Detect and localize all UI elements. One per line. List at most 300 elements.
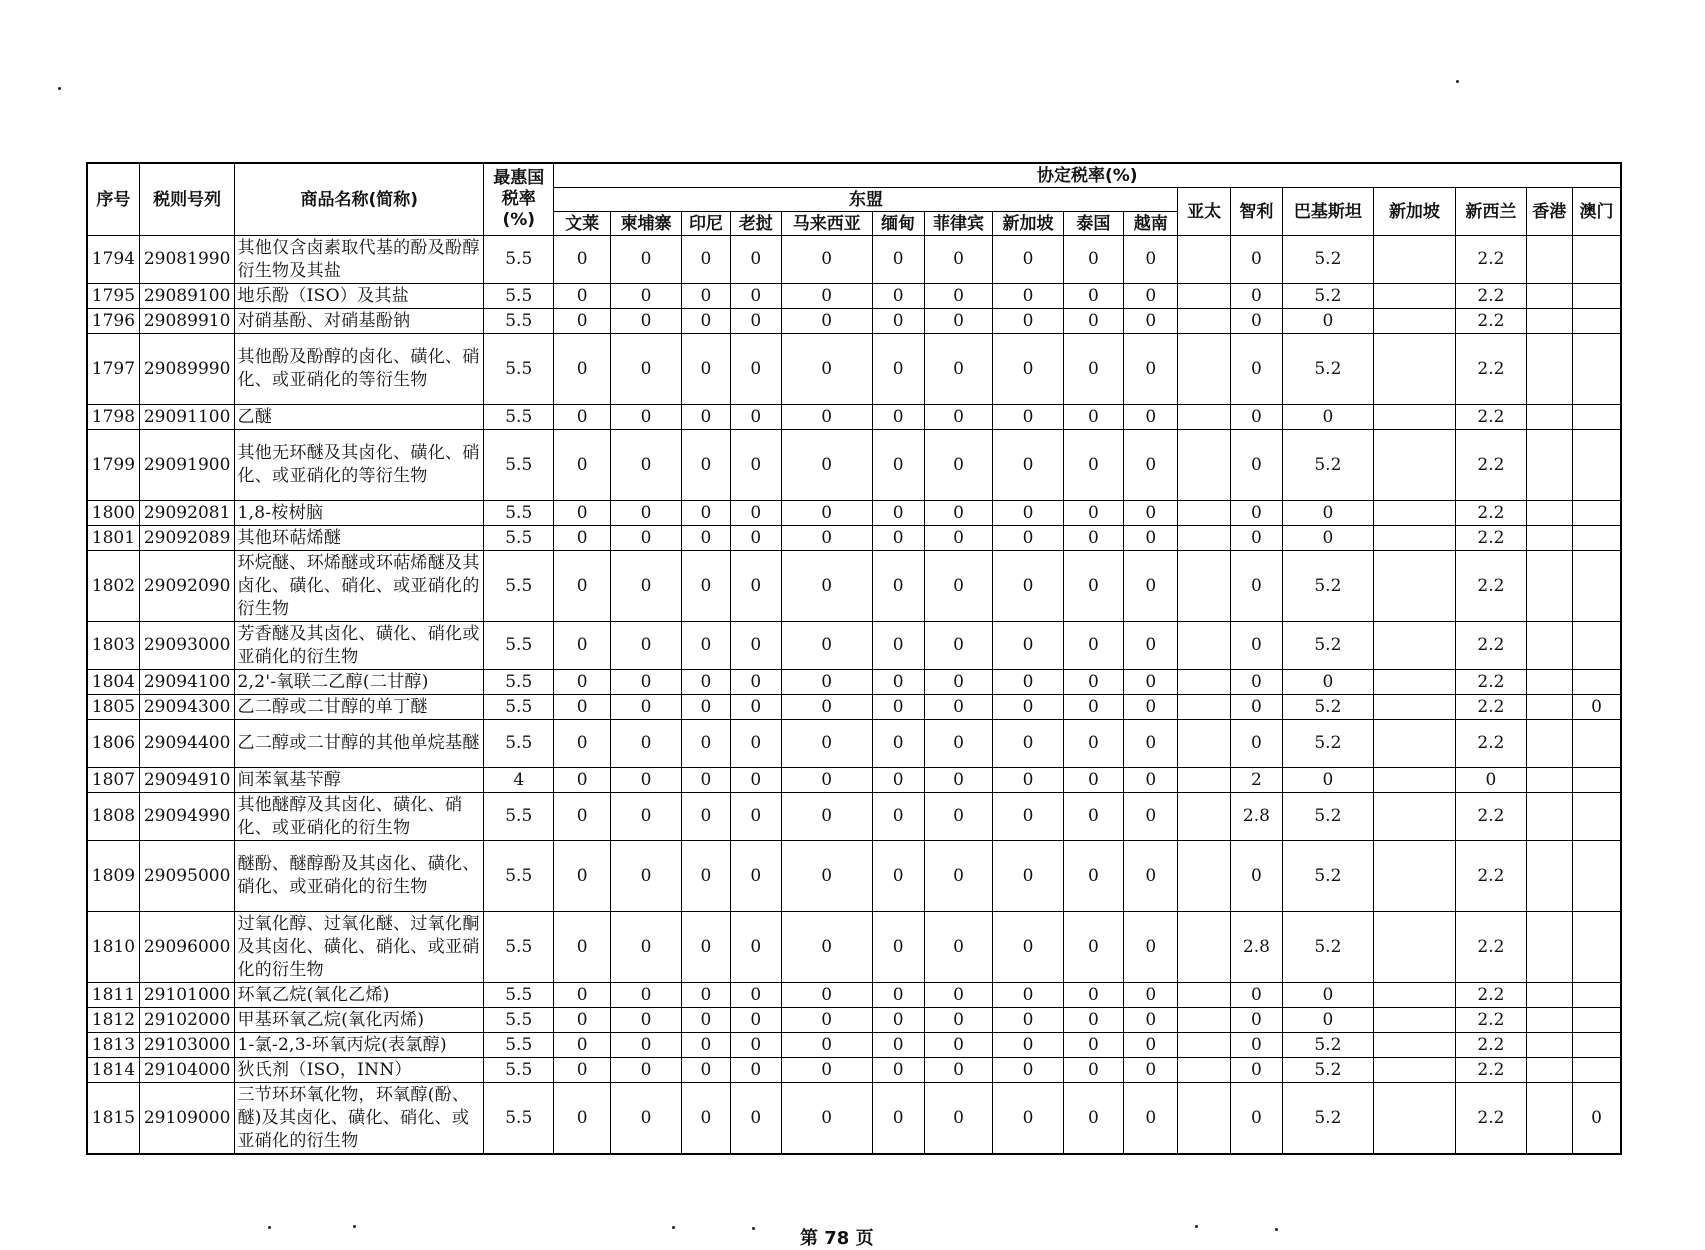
row-other-rate: 2.2	[1456, 983, 1526, 1008]
header-code: 税则号列	[139, 163, 235, 236]
row-asean-rate: 0	[554, 284, 610, 309]
row-other-rate	[1572, 1033, 1621, 1058]
row-asean-rate: 0	[610, 841, 681, 912]
row-other-rate	[1526, 309, 1572, 334]
row-asean-rate: 0	[682, 1058, 730, 1083]
row-asean-rate: 0	[993, 1033, 1063, 1058]
row-mfn: 5.5	[484, 1008, 554, 1033]
row-asean-rate: 0	[610, 1083, 681, 1155]
row-asean-rate: 0	[872, 526, 924, 551]
row-asean-rate: 0	[924, 670, 992, 695]
row-asean-rate: 0	[872, 405, 924, 430]
row-other-rate	[1373, 1008, 1456, 1033]
row-asean-rate: 0	[1124, 695, 1178, 720]
row-other-rate: 2.8	[1230, 793, 1282, 841]
row-seq: 1806	[87, 720, 139, 768]
row-asean-rate: 0	[993, 768, 1063, 793]
scan-speck	[353, 1225, 356, 1228]
row-mfn: 5.5	[484, 1058, 554, 1083]
row-other-rate: 2.2	[1456, 501, 1526, 526]
row-asean-rate: 0	[781, 551, 872, 622]
row-mfn: 5.5	[484, 695, 554, 720]
row-asean-rate: 0	[1124, 720, 1178, 768]
row-other-rate	[1526, 526, 1572, 551]
row-code: 29109000	[139, 1083, 235, 1155]
row-other-rate	[1526, 284, 1572, 309]
row-name: 1-氯-2,3-环氧丙烷(表氯醇)	[235, 1033, 484, 1058]
row-asean-rate: 0	[1063, 1033, 1123, 1058]
row-asean-rate: 0	[610, 622, 681, 670]
tariff-table	[86, 162, 1622, 1155]
header-other-6: 澳门	[1572, 188, 1621, 236]
scan-speck	[1456, 80, 1459, 83]
row-code: 29095000	[139, 841, 235, 912]
row-asean-rate: 0	[1063, 501, 1123, 526]
row-other-rate: 2.2	[1456, 284, 1526, 309]
row-code: 29092089	[139, 526, 235, 551]
row-other-rate: 0	[1456, 768, 1526, 793]
row-asean-rate: 0	[993, 1058, 1063, 1083]
header-asean-6: 菲律宾	[924, 212, 992, 236]
row-asean-rate: 0	[924, 1058, 992, 1083]
row-other-rate	[1178, 983, 1230, 1008]
row-asean-rate: 0	[682, 334, 730, 405]
header-other-0: 亚太	[1178, 188, 1230, 236]
row-other-rate	[1572, 430, 1621, 501]
header-other-4: 新西兰	[1456, 188, 1526, 236]
row-other-rate	[1526, 670, 1572, 695]
row-other-rate: 2.2	[1456, 1033, 1526, 1058]
row-other-rate: 0	[1230, 1058, 1282, 1083]
row-asean-rate: 0	[1063, 1058, 1123, 1083]
scan-speck	[268, 1226, 271, 1229]
row-asean-rate: 0	[682, 912, 730, 983]
row-asean-rate: 0	[610, 912, 681, 983]
row-seq: 1798	[87, 405, 139, 430]
row-other-rate	[1373, 501, 1456, 526]
row-asean-rate: 0	[924, 1008, 992, 1033]
row-seq: 1814	[87, 1058, 139, 1083]
row-other-rate	[1572, 284, 1621, 309]
row-asean-rate: 0	[781, 526, 872, 551]
row-asean-rate: 0	[872, 334, 924, 405]
row-asean-rate: 0	[730, 1008, 781, 1033]
row-mfn: 5.5	[484, 622, 554, 670]
row-other-rate: 2.2	[1456, 793, 1526, 841]
row-other-rate: 0	[1230, 430, 1282, 501]
row-asean-rate: 0	[1124, 405, 1178, 430]
row-other-rate: 2.2	[1456, 622, 1526, 670]
row-other-rate	[1373, 793, 1456, 841]
row-other-rate	[1373, 1033, 1456, 1058]
row-seq: 1803	[87, 622, 139, 670]
row-other-rate	[1572, 1058, 1621, 1083]
row-other-rate: 0	[1230, 501, 1282, 526]
row-asean-rate: 0	[610, 430, 681, 501]
row-asean-rate: 0	[924, 284, 992, 309]
row-other-rate	[1572, 720, 1621, 768]
row-asean-rate: 0	[872, 695, 924, 720]
row-asean-rate: 0	[610, 695, 681, 720]
row-asean-rate: 0	[610, 551, 681, 622]
row-asean-rate: 0	[610, 405, 681, 430]
row-other-rate: 2.2	[1456, 1083, 1526, 1155]
row-other-rate: 0	[1230, 622, 1282, 670]
row-asean-rate: 0	[781, 695, 872, 720]
row-name: 乙醚	[235, 405, 484, 430]
row-other-rate: 0	[1230, 309, 1282, 334]
row-code: 29094300	[139, 695, 235, 720]
header-asean-5: 缅甸	[872, 212, 924, 236]
row-asean-rate: 0	[872, 1008, 924, 1033]
row-other-rate: 0	[1572, 695, 1621, 720]
row-asean-rate: 0	[781, 501, 872, 526]
row-asean-rate: 0	[730, 430, 781, 501]
table-row	[87, 430, 1621, 501]
row-asean-rate: 0	[872, 1033, 924, 1058]
row-mfn: 5.5	[484, 551, 554, 622]
row-other-rate	[1373, 526, 1456, 551]
row-asean-rate: 0	[610, 501, 681, 526]
row-other-rate: 0	[1230, 334, 1282, 405]
table-row	[87, 912, 1621, 983]
row-asean-rate: 0	[554, 1033, 610, 1058]
row-asean-rate: 0	[1063, 236, 1123, 284]
row-asean-rate: 0	[993, 670, 1063, 695]
row-other-rate: 2.2	[1456, 912, 1526, 983]
row-asean-rate: 0	[924, 526, 992, 551]
row-asean-rate: 0	[872, 1058, 924, 1083]
row-other-rate: 0	[1230, 983, 1282, 1008]
row-other-rate	[1178, 670, 1230, 695]
row-asean-rate: 0	[872, 501, 924, 526]
row-other-rate: 0	[1572, 1083, 1621, 1155]
table-row	[87, 1008, 1621, 1033]
row-other-rate	[1526, 793, 1572, 841]
header-seq: 序号	[87, 163, 139, 236]
row-asean-rate: 0	[1063, 334, 1123, 405]
row-other-rate: 0	[1283, 768, 1374, 793]
row-other-rate	[1526, 236, 1572, 284]
row-asean-rate: 0	[554, 695, 610, 720]
row-other-rate	[1526, 720, 1572, 768]
row-other-rate: 0	[1230, 551, 1282, 622]
row-other-rate	[1178, 622, 1230, 670]
row-asean-rate: 0	[554, 309, 610, 334]
row-asean-rate: 0	[682, 501, 730, 526]
row-asean-rate: 0	[730, 526, 781, 551]
row-other-rate: 2.2	[1456, 1058, 1526, 1083]
table-row	[87, 551, 1621, 622]
row-asean-rate: 0	[730, 551, 781, 622]
row-asean-rate: 0	[1063, 1083, 1123, 1155]
row-asean-rate: 0	[1124, 236, 1178, 284]
header-asean-3: 老挝	[730, 212, 781, 236]
row-code: 29091100	[139, 405, 235, 430]
row-name: 其他环萜烯醚	[235, 526, 484, 551]
row-asean-rate: 0	[924, 309, 992, 334]
row-asean-rate: 0	[730, 768, 781, 793]
row-code: 29089990	[139, 334, 235, 405]
row-asean-rate: 0	[730, 1033, 781, 1058]
row-other-rate	[1526, 1033, 1572, 1058]
row-other-rate	[1373, 1083, 1456, 1155]
row-asean-rate: 0	[730, 622, 781, 670]
row-mfn: 5.5	[484, 236, 554, 284]
row-other-rate	[1178, 1058, 1230, 1083]
row-asean-rate: 0	[554, 1008, 610, 1033]
row-other-rate	[1178, 334, 1230, 405]
row-asean-rate: 0	[924, 841, 992, 912]
row-other-rate	[1373, 768, 1456, 793]
row-asean-rate: 0	[554, 405, 610, 430]
row-asean-rate: 0	[993, 912, 1063, 983]
row-asean-rate: 0	[1063, 793, 1123, 841]
row-name: 1,8-桉树脑	[235, 501, 484, 526]
table-row	[87, 1058, 1621, 1083]
row-other-rate	[1572, 334, 1621, 405]
row-mfn: 5.5	[484, 526, 554, 551]
row-other-rate	[1178, 841, 1230, 912]
row-other-rate	[1572, 236, 1621, 284]
row-other-rate: 2.2	[1456, 526, 1526, 551]
row-other-rate	[1373, 334, 1456, 405]
row-code: 29094400	[139, 720, 235, 768]
row-name: 甲基环氧乙烷(氧化丙烯)	[235, 1008, 484, 1033]
row-seq: 1811	[87, 983, 139, 1008]
row-asean-rate: 0	[781, 334, 872, 405]
row-asean-rate: 0	[682, 1008, 730, 1033]
header-name: 商品名称(简称)	[235, 163, 484, 236]
row-other-rate	[1373, 405, 1456, 430]
row-asean-rate: 0	[682, 526, 730, 551]
row-seq: 1809	[87, 841, 139, 912]
row-other-rate	[1373, 284, 1456, 309]
row-other-rate	[1178, 430, 1230, 501]
row-asean-rate: 0	[554, 236, 610, 284]
table-row	[87, 284, 1621, 309]
row-other-rate	[1373, 236, 1456, 284]
row-other-rate	[1526, 841, 1572, 912]
row-asean-rate: 0	[872, 720, 924, 768]
row-asean-rate: 0	[924, 720, 992, 768]
row-asean-rate: 0	[872, 236, 924, 284]
row-seq: 1802	[87, 551, 139, 622]
row-other-rate	[1178, 912, 1230, 983]
row-asean-rate: 0	[1063, 1008, 1123, 1033]
row-seq: 1795	[87, 284, 139, 309]
row-mfn: 5.5	[484, 793, 554, 841]
row-asean-rate: 0	[1124, 912, 1178, 983]
row-code: 29091900	[139, 430, 235, 501]
row-mfn: 5.5	[484, 405, 554, 430]
row-other-rate: 2.2	[1456, 551, 1526, 622]
row-other-rate	[1572, 501, 1621, 526]
row-other-rate: 5.2	[1283, 1058, 1374, 1083]
row-seq: 1804	[87, 670, 139, 695]
row-seq: 1807	[87, 768, 139, 793]
row-other-rate: 0	[1230, 1033, 1282, 1058]
row-asean-rate: 0	[993, 405, 1063, 430]
row-seq: 1801	[87, 526, 139, 551]
page-number: 第 78 页	[800, 1228, 874, 1249]
row-asean-rate: 0	[924, 334, 992, 405]
row-other-rate: 2.2	[1456, 334, 1526, 405]
row-other-rate: 0	[1283, 405, 1374, 430]
row-seq: 1815	[87, 1083, 139, 1155]
row-other-rate	[1373, 309, 1456, 334]
row-other-rate: 5.2	[1283, 551, 1374, 622]
table-row	[87, 1033, 1621, 1058]
row-asean-rate: 0	[1124, 1033, 1178, 1058]
row-asean-rate: 0	[924, 983, 992, 1008]
row-asean-rate: 0	[610, 236, 681, 284]
row-asean-rate: 0	[781, 670, 872, 695]
row-asean-rate: 0	[554, 983, 610, 1008]
row-asean-rate: 0	[872, 793, 924, 841]
row-asean-rate: 0	[682, 983, 730, 1008]
row-asean-rate: 0	[993, 1083, 1063, 1155]
row-asean-rate: 0	[872, 841, 924, 912]
row-asean-rate: 0	[924, 622, 992, 670]
row-other-rate: 2.2	[1456, 430, 1526, 501]
row-other-rate: 5.2	[1283, 236, 1374, 284]
row-name: 对硝基酚、对硝基酚钠	[235, 309, 484, 334]
row-other-rate	[1572, 841, 1621, 912]
row-name: 醚酚、醚醇酚及其卤化、磺化、硝化、或亚硝化的衍生物	[235, 841, 484, 912]
row-asean-rate: 0	[1124, 526, 1178, 551]
row-other-rate	[1373, 841, 1456, 912]
row-asean-rate: 0	[730, 695, 781, 720]
row-seq: 1800	[87, 501, 139, 526]
row-other-rate	[1526, 1083, 1572, 1155]
row-mfn: 5.5	[484, 841, 554, 912]
row-code: 29103000	[139, 1033, 235, 1058]
row-asean-rate: 0	[682, 768, 730, 793]
row-name: 三节环环氧化物，环氧醇(酚、醚)及其卤化、磺化、硝化、或亚硝化的衍生物	[235, 1083, 484, 1155]
row-asean-rate: 0	[781, 720, 872, 768]
row-code: 29102000	[139, 1008, 235, 1033]
table-row	[87, 622, 1621, 670]
row-other-rate	[1373, 551, 1456, 622]
row-asean-rate: 0	[924, 405, 992, 430]
row-other-rate: 2	[1230, 768, 1282, 793]
row-asean-rate: 0	[554, 912, 610, 983]
row-other-rate	[1373, 670, 1456, 695]
table-row	[87, 309, 1621, 334]
header-mfn: 最惠国 税率 (%)	[484, 163, 554, 236]
row-asean-rate: 0	[872, 430, 924, 501]
table-row	[87, 236, 1621, 284]
table-row	[87, 405, 1621, 430]
row-other-rate	[1178, 793, 1230, 841]
row-asean-rate: 0	[872, 670, 924, 695]
row-asean-rate: 0	[730, 334, 781, 405]
row-other-rate	[1373, 430, 1456, 501]
row-asean-rate: 0	[610, 1058, 681, 1083]
row-other-rate	[1178, 695, 1230, 720]
row-code: 29092090	[139, 551, 235, 622]
row-asean-rate: 0	[1124, 1058, 1178, 1083]
row-asean-rate: 0	[781, 841, 872, 912]
row-other-rate: 2.2	[1456, 309, 1526, 334]
row-other-rate	[1526, 334, 1572, 405]
row-other-rate: 0	[1283, 1008, 1374, 1033]
row-mfn: 4	[484, 768, 554, 793]
header-other-1: 智利	[1230, 188, 1282, 236]
row-asean-rate: 0	[682, 430, 730, 501]
table-header	[87, 163, 1621, 236]
row-asean-rate: 0	[682, 695, 730, 720]
row-name: 乙二醇或二甘醇的其他单烷基醚	[235, 720, 484, 768]
row-other-rate: 0	[1230, 670, 1282, 695]
row-mfn: 5.5	[484, 1083, 554, 1155]
row-other-rate	[1572, 768, 1621, 793]
row-asean-rate: 0	[924, 1033, 992, 1058]
row-name: 乙二醇或二甘醇的单丁醚	[235, 695, 484, 720]
table-row	[87, 526, 1621, 551]
row-other-rate	[1526, 551, 1572, 622]
row-asean-rate: 0	[730, 793, 781, 841]
row-asean-rate: 0	[730, 670, 781, 695]
table-row	[87, 670, 1621, 695]
row-asean-rate: 0	[1124, 622, 1178, 670]
row-mfn: 5.5	[484, 720, 554, 768]
row-asean-rate: 0	[610, 309, 681, 334]
row-other-rate: 5.2	[1283, 430, 1374, 501]
row-asean-rate: 0	[554, 768, 610, 793]
row-asean-rate: 0	[730, 720, 781, 768]
row-mfn: 5.5	[484, 284, 554, 309]
row-other-rate: 2.2	[1456, 720, 1526, 768]
row-other-rate	[1572, 551, 1621, 622]
row-asean-rate: 0	[610, 334, 681, 405]
row-asean-rate: 0	[554, 793, 610, 841]
row-asean-rate: 0	[924, 768, 992, 793]
row-asean-rate: 0	[554, 622, 610, 670]
row-asean-rate: 0	[993, 793, 1063, 841]
row-code: 29096000	[139, 912, 235, 983]
row-asean-rate: 0	[781, 284, 872, 309]
row-asean-rate: 0	[1063, 430, 1123, 501]
row-asean-rate: 0	[781, 793, 872, 841]
row-other-rate	[1572, 983, 1621, 1008]
row-asean-rate: 0	[993, 695, 1063, 720]
row-mfn: 5.5	[484, 1033, 554, 1058]
row-asean-rate: 0	[993, 430, 1063, 501]
row-other-rate	[1526, 1008, 1572, 1033]
row-asean-rate: 0	[1063, 551, 1123, 622]
row-asean-rate: 0	[730, 501, 781, 526]
row-code: 29092081	[139, 501, 235, 526]
row-seq: 1813	[87, 1033, 139, 1058]
row-other-rate	[1526, 768, 1572, 793]
row-asean-rate: 0	[730, 841, 781, 912]
row-asean-rate: 0	[1124, 309, 1178, 334]
row-asean-rate: 0	[1063, 309, 1123, 334]
row-other-rate	[1526, 983, 1572, 1008]
row-other-rate	[1373, 622, 1456, 670]
header-asean-0: 文莱	[554, 212, 610, 236]
scan-speck	[672, 1226, 675, 1229]
row-other-rate	[1373, 983, 1456, 1008]
row-other-rate	[1178, 309, 1230, 334]
table-row	[87, 841, 1621, 912]
row-asean-rate: 0	[781, 622, 872, 670]
row-asean-rate: 0	[554, 1058, 610, 1083]
row-asean-rate: 0	[924, 695, 992, 720]
row-asean-rate: 0	[781, 1008, 872, 1033]
